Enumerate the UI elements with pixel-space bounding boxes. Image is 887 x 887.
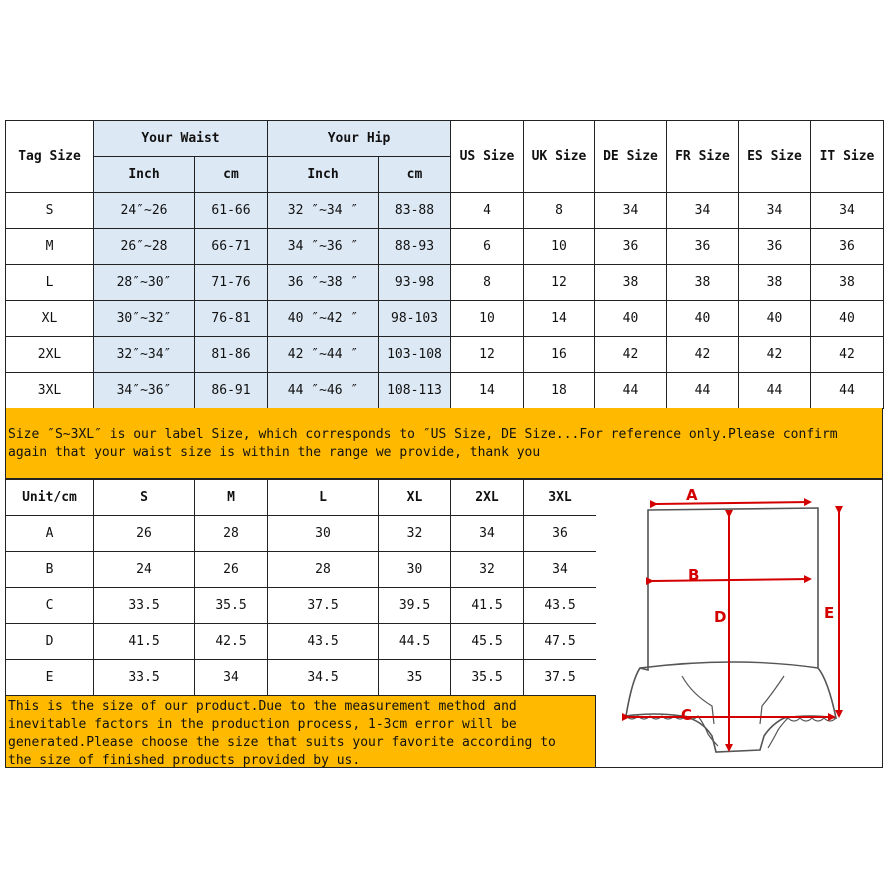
arrow-b [652,579,810,581]
es-size-cell: 38 [739,265,811,301]
hip-cm-cell: 83-88 [379,193,451,229]
size-header: 2XL [451,480,524,516]
measure-value-cell: 35.5 [451,660,524,696]
label-a: A [686,486,698,504]
waist-cm-cell: 71-76 [195,265,268,301]
hip-cm-cell: 98-103 [379,301,451,337]
hip-inch-header: Inch [268,157,379,193]
de-size-cell: 34 [595,193,667,229]
arrow-a [656,502,810,504]
measure-value-cell: 39.5 [379,588,451,624]
it-size-cell: 36 [811,229,884,265]
hip-inch-cell: 34 ″~36 ″ [268,229,379,265]
tag-size-cell: 3XL [6,373,94,409]
measure-value-cell: 34 [524,552,597,588]
measure-value-cell: 41.5 [94,624,195,660]
it-size-cell: 44 [811,373,884,409]
table-row [6,193,884,229]
de-size-cell: 40 [595,301,667,337]
size-conversion-table [5,120,884,409]
es-size-cell: 34 [739,193,811,229]
measure-label-cell: D [6,624,94,660]
hip-cm-cell: 88-93 [379,229,451,265]
hip-inch-cell: 42 ″~44 ″ [268,337,379,373]
de-size-cell: 38 [595,265,667,301]
waist-inch-cell: 24″~26 [94,193,195,229]
table-row [6,660,597,696]
tag-size-cell: M [6,229,94,265]
es-size-cell: 36 [739,229,811,265]
hip-inch-cell: 32 ″~34 ″ [268,193,379,229]
label-d: D [714,608,727,626]
hip-cm-cell: 103-108 [379,337,451,373]
measure-value-cell: 34 [195,660,268,696]
uk-size-header: UK Size [524,121,595,193]
es-size-cell: 44 [739,373,811,409]
measure-value-cell: 28 [268,552,379,588]
waist-inch-cell: 32″~34″ [94,337,195,373]
fr-size-header: FR Size [667,121,739,193]
size-header: L [268,480,379,516]
uk-size-cell: 18 [524,373,595,409]
de-size-cell: 44 [595,373,667,409]
measure-value-cell: 45.5 [451,624,524,660]
garment-diagram [596,479,883,768]
waist-cm-cell: 76-81 [195,301,268,337]
measure-value-cell: 24 [94,552,195,588]
fr-size-cell: 36 [667,229,739,265]
measure-value-cell: 26 [94,516,195,552]
us-size-cell: 6 [451,229,524,265]
garment-lace-left [626,716,718,746]
hip-header: Your Hip [268,121,451,157]
waist-header: Your Waist [94,121,268,157]
measure-value-cell: 41.5 [451,588,524,624]
measure-value-cell: 43.5 [268,624,379,660]
hip-inch-cell: 40 ″~42 ″ [268,301,379,337]
waist-cm-cell: 86-91 [195,373,268,409]
tag-size-cell: S [6,193,94,229]
tag-size-cell: XL [6,301,94,337]
hip-cm-cell: 108-113 [379,373,451,409]
measure-value-cell: 30 [379,552,451,588]
measure-value-cell: 37.5 [524,660,597,696]
tag-size-cell: L [6,265,94,301]
measure-label-cell: A [6,516,94,552]
measurement-note: This is the size of our product.Due to the measurement method and inevitable factors in the production process, 1-3cm error will be generated.Please choose the size that suits your favorite according to the size of finished products provided by us. [5,695,596,768]
it-size-cell: 40 [811,301,884,337]
es-size-header: ES Size [739,121,811,193]
garment-outline [626,508,836,752]
table-row [6,229,884,265]
measure-value-cell: 35 [379,660,451,696]
measure-value-cell: 26 [195,552,268,588]
it-size-cell: 34 [811,193,884,229]
us-size-cell: 4 [451,193,524,229]
fr-size-cell: 42 [667,337,739,373]
hip-inch-cell: 36 ″~38 ″ [268,265,379,301]
waist-cm-cell: 66-71 [195,229,268,265]
label-c: C [681,706,693,724]
waist-inch-cell: 30″~32″ [94,301,195,337]
de-size-header: DE Size [595,121,667,193]
waist-cm-cell: 61-66 [195,193,268,229]
measure-label-cell: C [6,588,94,624]
size-header: 3XL [524,480,597,516]
measure-value-cell: 37.5 [268,588,379,624]
measure-label-cell: E [6,660,94,696]
garment-lace-right [768,718,836,748]
uk-size-cell: 12 [524,265,595,301]
measure-value-cell: 47.5 [524,624,597,660]
measure-value-cell: 34 [451,516,524,552]
us-size-cell: 12 [451,337,524,373]
table-row [6,373,884,409]
unit-header: Unit/cm [6,480,94,516]
waist-cm-header: cm [195,157,268,193]
measurement-header-row [6,480,597,516]
label-e: E [824,604,835,622]
us-size-cell: 14 [451,373,524,409]
waist-inch-cell: 28″~30″ [94,265,195,301]
measure-value-cell: 36 [524,516,597,552]
de-size-cell: 42 [595,337,667,373]
it-size-cell: 38 [811,265,884,301]
table-row [6,552,597,588]
measurement-arrows [628,502,839,750]
tag-size-cell: 2XL [6,337,94,373]
it-size-header: IT Size [811,121,884,193]
es-size-cell: 40 [739,301,811,337]
us-size-cell: 8 [451,265,524,301]
table-row [6,588,597,624]
es-size-cell: 42 [739,337,811,373]
measure-value-cell: 42.5 [195,624,268,660]
hip-cm-cell: 93-98 [379,265,451,301]
tag-size-header: Tag Size [6,121,94,193]
it-size-cell: 42 [811,337,884,373]
waist-inch-cell: 26″~28 [94,229,195,265]
measure-value-cell: 30 [268,516,379,552]
garment-diagram-svg [596,480,882,768]
fr-size-cell: 34 [667,193,739,229]
size-header: XL [379,480,451,516]
header-row-1 [6,121,884,157]
uk-size-cell: 10 [524,229,595,265]
waist-inch-cell: 34″~36″ [94,373,195,409]
measure-value-cell: 33.5 [94,588,195,624]
table-row [6,301,884,337]
measure-value-cell: 28 [195,516,268,552]
uk-size-cell: 16 [524,337,595,373]
measure-value-cell: 43.5 [524,588,597,624]
table-row [6,624,597,660]
hip-inch-cell: 44 ″~46 ″ [268,373,379,409]
waist-cm-cell: 81-86 [195,337,268,373]
table-row [6,265,884,301]
label-b: B [688,566,700,584]
measure-value-cell: 44.5 [379,624,451,660]
measure-value-cell: 32 [451,552,524,588]
fr-size-cell: 44 [667,373,739,409]
size-header: M [195,480,268,516]
us-size-header: US Size [451,121,524,193]
label-size-note: Size ″S~3XL″ is our label Size, which corresponds to ″US Size, DE Size...For reference only.Please confirm again that your waist size is within the range we provide, thank you [5,408,883,479]
measure-value-cell: 33.5 [94,660,195,696]
table-row [6,337,884,373]
waist-inch-header: Inch [94,157,195,193]
measure-value-cell: 34.5 [268,660,379,696]
hip-cm-header: cm [379,157,451,193]
fr-size-cell: 40 [667,301,739,337]
measure-label-cell: B [6,552,94,588]
uk-size-cell: 8 [524,193,595,229]
measurement-table [5,479,597,696]
measure-value-cell: 35.5 [195,588,268,624]
measure-value-cell: 32 [379,516,451,552]
table-row [6,516,597,552]
fr-size-cell: 38 [667,265,739,301]
uk-size-cell: 14 [524,301,595,337]
us-size-cell: 10 [451,301,524,337]
size-header: S [94,480,195,516]
de-size-cell: 36 [595,229,667,265]
